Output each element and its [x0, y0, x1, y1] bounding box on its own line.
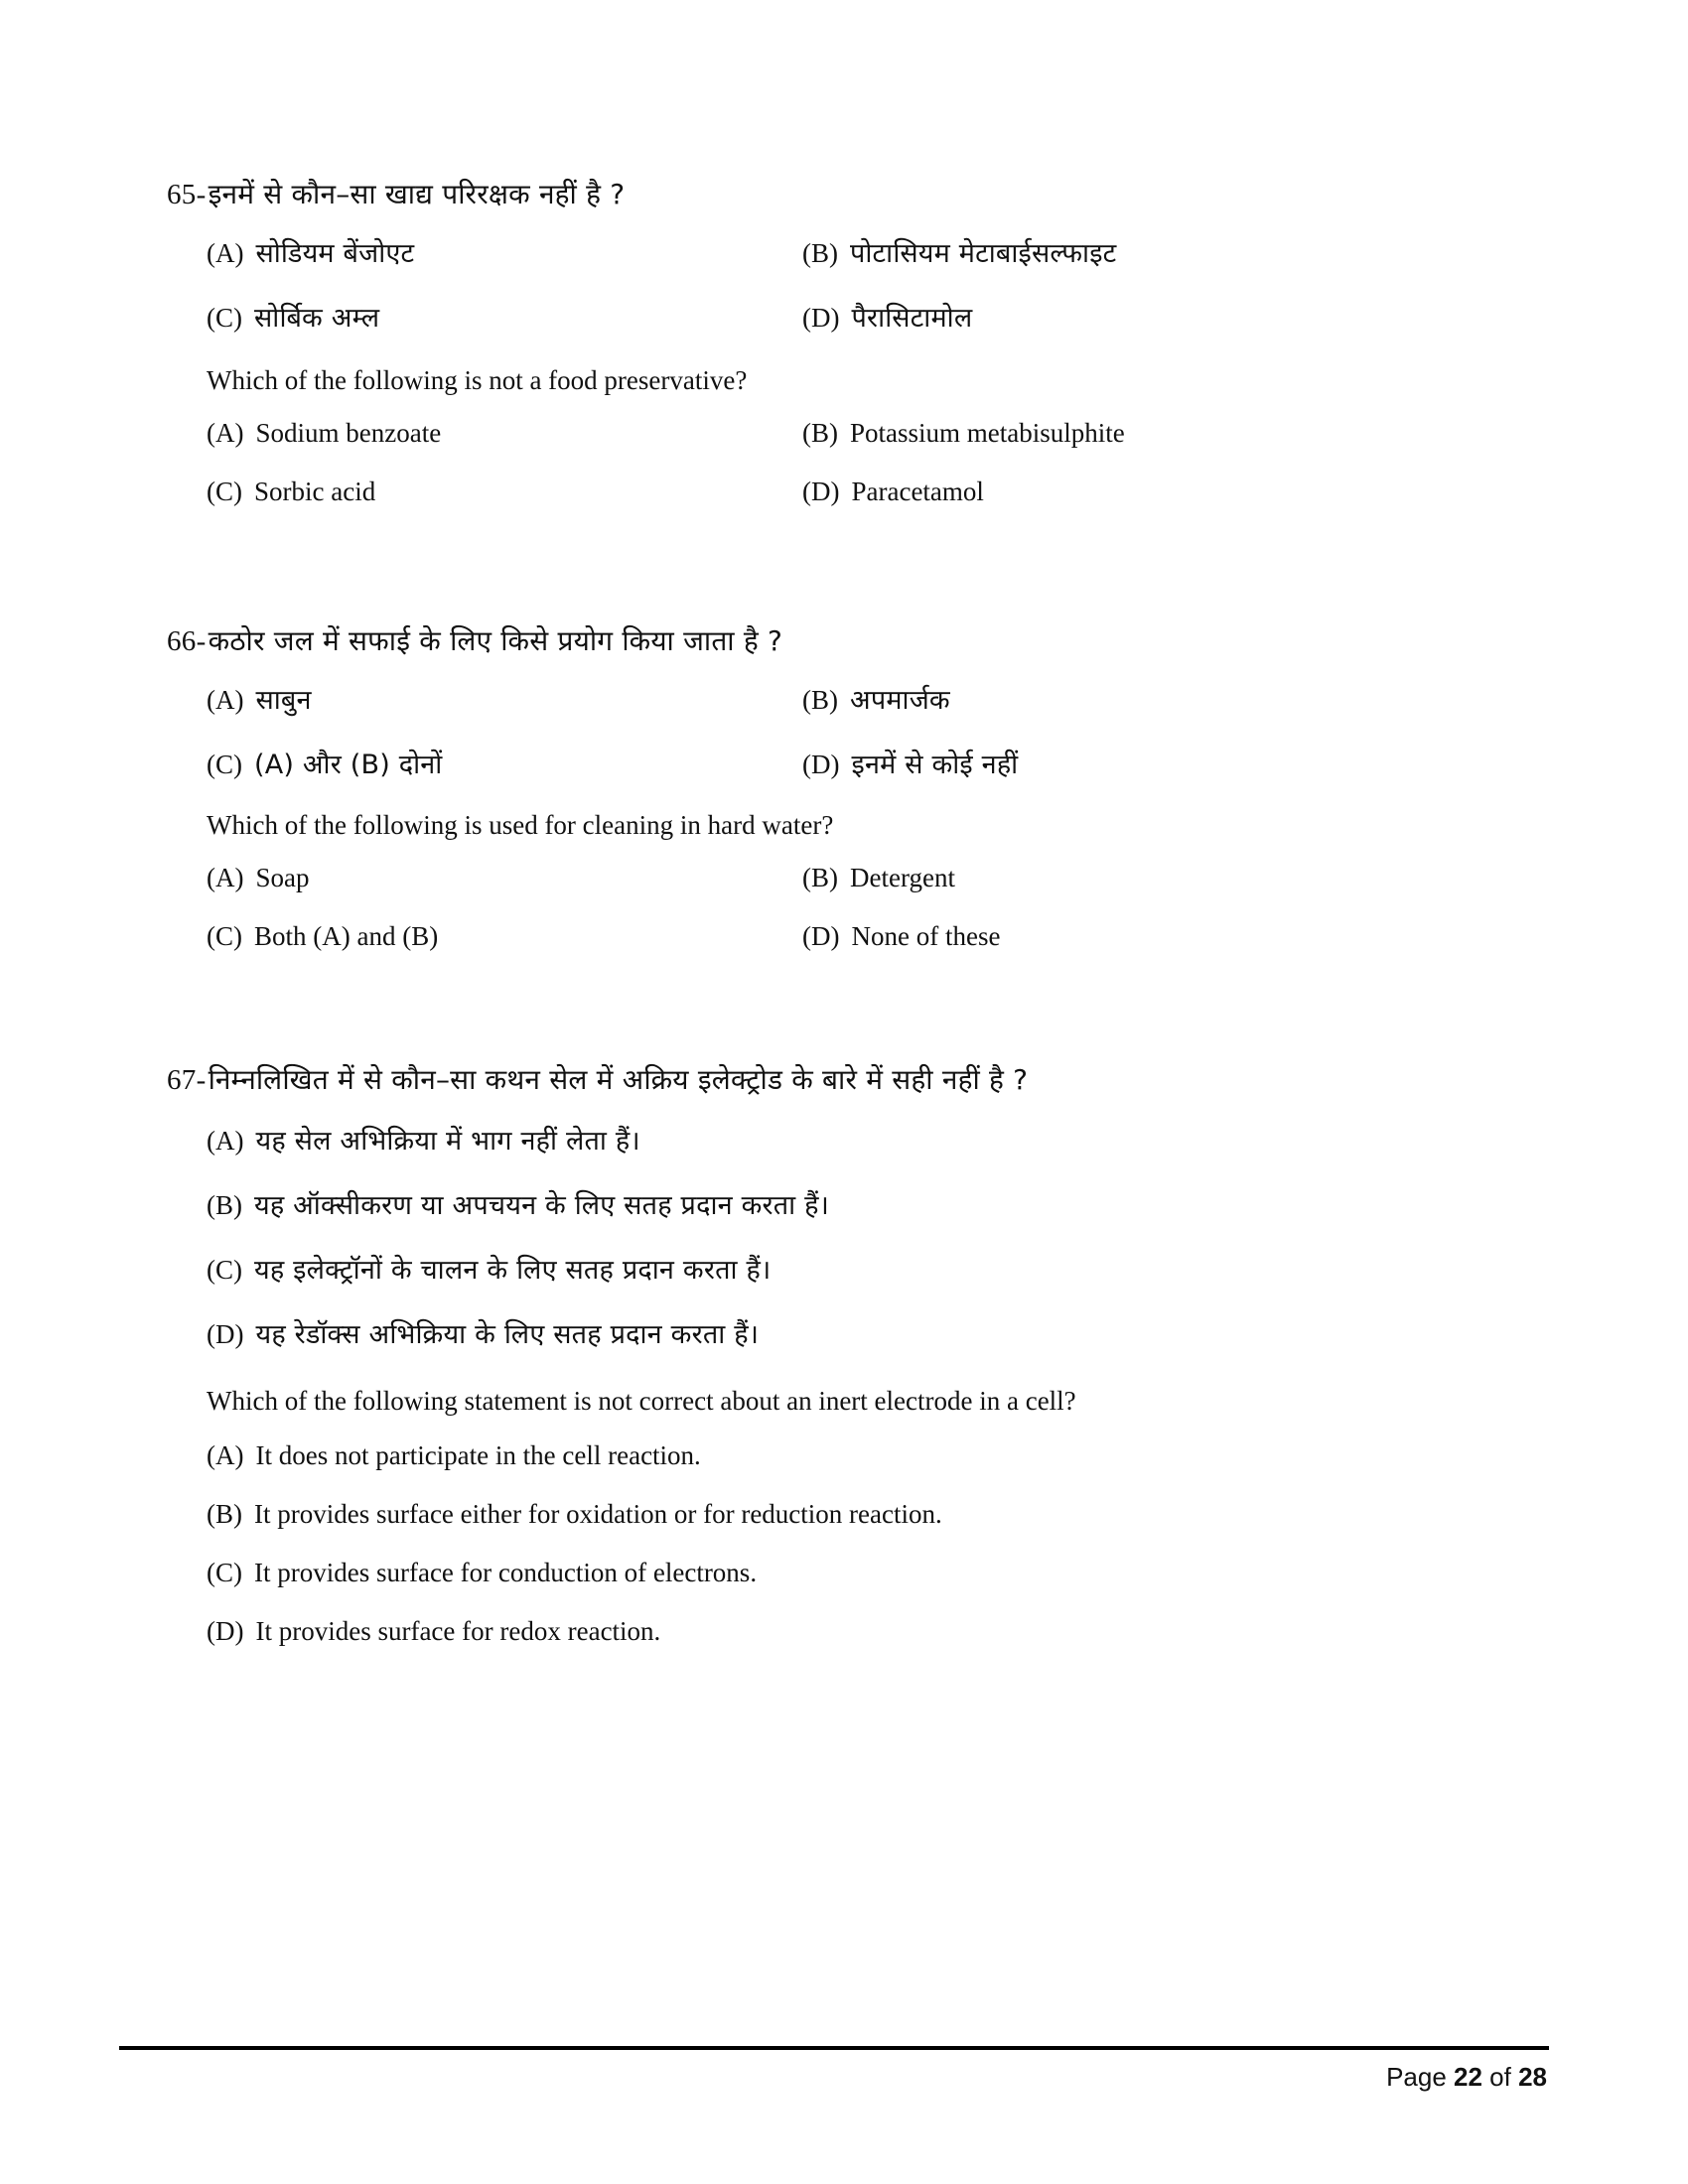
option-label: Sorbic acid — [254, 476, 376, 506]
question-block-67 — [149, 1059, 1539, 1647]
option-label: साबुन — [255, 684, 312, 716]
option-label: सोडियम बेंजोएट — [255, 238, 415, 270]
option-key: (B) — [802, 417, 838, 448]
option-label: यह रेडॉक्स अभिक्रिया के लिए सतह प्रदान करता हैं। — [255, 1318, 760, 1350]
option-key: (C) — [207, 303, 242, 334]
option-label: (A) और (B) दोनों — [254, 749, 443, 780]
spacer — [149, 557, 1539, 620]
option-label: Paracetamol — [851, 476, 984, 506]
question-67-options-english — [207, 1440, 1539, 1647]
option-67-en-d[interactable] — [207, 1616, 1539, 1647]
option-66-hi-a[interactable] — [207, 680, 802, 717]
question-66-stem-hindi — [167, 620, 1539, 662]
option-label: Potassium metabisulphite — [850, 417, 1125, 448]
question-65-stem-english: Which of the following is not a food preservative? — [207, 365, 748, 396]
question-66-options-english — [207, 863, 1539, 952]
option-key: (D) — [802, 920, 840, 951]
footer-divider — [119, 2046, 1549, 2050]
option-row — [207, 233, 1539, 270]
option-65-hi-d[interactable] — [802, 298, 1539, 335]
option-row — [207, 418, 1539, 449]
option-label: यह ऑक्सीकरण या अपचयन के लिए सतह प्रदान करता हैं। — [254, 1189, 830, 1221]
option-key: (D) — [207, 1615, 244, 1646]
question-66-number: 66- — [167, 624, 207, 657]
option-label: It provides surface for conduction of electrons. — [254, 1557, 758, 1587]
option-key: (C) — [207, 1557, 242, 1587]
option-label: सोर्बिक अम्ल — [254, 303, 380, 335]
option-67-hi-a[interactable] — [207, 1121, 1539, 1158]
option-65-en-c[interactable] — [207, 477, 802, 507]
option-key: (C) — [207, 476, 242, 506]
question-65-options-hindi — [207, 233, 1539, 335]
page-footer — [119, 2046, 1549, 2093]
option-67-hi-c[interactable] — [207, 1250, 1539, 1287]
option-key: (A) — [207, 417, 244, 448]
option-65-hi-a[interactable] — [207, 233, 802, 270]
option-key: (A) — [207, 1125, 244, 1156]
option-key: (A) — [207, 684, 244, 715]
option-65-en-d[interactable] — [802, 477, 1539, 507]
question-block-65 — [149, 174, 1539, 507]
option-66-en-a[interactable] — [207, 863, 802, 893]
question-67-stem-hindi-text: निम्नलिखित में से कौन–सा कथन सेल में अक्रिय इलेक्ट्रोड के बारे में सही नहीं है ? — [208, 1062, 1029, 1096]
spacer — [149, 1002, 1539, 1059]
footer-prefix: Page — [1386, 2062, 1455, 2092]
option-key: (B) — [207, 1498, 242, 1529]
option-label: Soap — [255, 862, 310, 892]
option-key: (D) — [802, 749, 840, 779]
option-label: अपमार्जक — [850, 684, 950, 716]
option-67-hi-b[interactable] — [207, 1185, 1539, 1222]
question-66-stem-english: Which of the following is used for cleaning in hard water? — [207, 809, 834, 840]
question-67-stem-english: Which of the following statement is not correct about an inert electrode in a cell? — [207, 1385, 1076, 1416]
option-label: Sodium benzoate — [255, 417, 442, 448]
option-key: (C) — [207, 920, 242, 951]
question-67-number: 67- — [167, 1063, 207, 1096]
option-row — [207, 298, 1539, 335]
option-label: It provides surface for redox reaction. — [255, 1615, 661, 1646]
option-label: None of these — [851, 920, 1001, 951]
option-label: Detergent — [850, 862, 955, 892]
option-65-hi-c[interactable] — [207, 298, 802, 335]
option-key: (B) — [802, 862, 838, 892]
option-66-hi-b[interactable] — [802, 680, 1539, 717]
option-key: (D) — [207, 1318, 244, 1349]
option-row — [207, 863, 1539, 893]
option-key: (C) — [207, 1254, 242, 1285]
question-block-66 — [149, 620, 1539, 952]
option-label: यह इलेक्ट्रॉनों के चालन के लिए सतह प्रदान करता हैं। — [254, 1254, 772, 1286]
option-label: पैरासिटामोल — [851, 303, 973, 335]
option-66-en-b[interactable] — [802, 863, 1539, 893]
option-label: इनमें से कोई नहीं — [851, 749, 1019, 780]
option-key: (A) — [207, 862, 244, 892]
option-key: (B) — [802, 684, 838, 715]
option-row — [207, 745, 1539, 781]
question-67-stem-hindi — [167, 1059, 1539, 1101]
option-label: It provides surface either for oxidation or for reduction reaction. — [254, 1498, 942, 1529]
question-65-stem-hindi-text: इनमें से कौन–सा खाद्य परिरक्षक नहीं है ? — [208, 178, 626, 210]
question-65-number: 65- — [167, 179, 207, 210]
question-66-stem-hindi-text: कठोर जल में सफाई के लिए किसे प्रयोग किया जाता है ? — [208, 623, 783, 657]
option-row — [207, 680, 1539, 717]
option-key: (C) — [207, 749, 242, 779]
option-66-en-d[interactable] — [802, 921, 1539, 952]
option-label: यह सेल अभिक्रिया में भाग नहीं लेता हैं। — [255, 1125, 640, 1157]
option-key: (D) — [802, 303, 840, 334]
option-67-hi-d[interactable] — [207, 1314, 1539, 1351]
footer-total-pages: 28 — [1518, 2062, 1547, 2092]
option-key: (B) — [802, 238, 838, 269]
option-row — [207, 477, 1539, 507]
option-65-hi-b[interactable] — [802, 233, 1539, 270]
option-key: (B) — [207, 1189, 242, 1220]
page-number-text — [119, 2062, 1549, 2093]
option-65-en-b[interactable] — [802, 418, 1539, 449]
question-65-options-english — [207, 418, 1539, 507]
option-row — [207, 921, 1539, 952]
option-label: Both (A) and (B) — [254, 920, 439, 951]
option-label: पोटासियम मेटाबाईसल्फाइट — [850, 238, 1117, 270]
option-label: It does not participate in the cell reaction. — [255, 1439, 701, 1470]
option-67-en-b[interactable] — [207, 1499, 1539, 1530]
option-key: (A) — [207, 1439, 244, 1470]
option-66-hi-c[interactable] — [207, 745, 802, 781]
question-67-options-hindi — [207, 1121, 1539, 1351]
option-key: (D) — [802, 476, 840, 506]
option-65-en-a[interactable] — [207, 418, 802, 449]
question-65-stem-hindi — [167, 174, 1539, 215]
option-66-hi-d[interactable] — [802, 745, 1539, 781]
option-67-en-a[interactable] — [207, 1440, 1539, 1471]
footer-current-page: 22 — [1454, 2062, 1482, 2092]
option-key: (A) — [207, 238, 244, 269]
option-66-en-c[interactable] — [207, 921, 802, 952]
question-66-options-hindi — [207, 680, 1539, 781]
footer-middle: of — [1481, 2062, 1519, 2092]
option-67-en-c[interactable] — [207, 1558, 1539, 1588]
